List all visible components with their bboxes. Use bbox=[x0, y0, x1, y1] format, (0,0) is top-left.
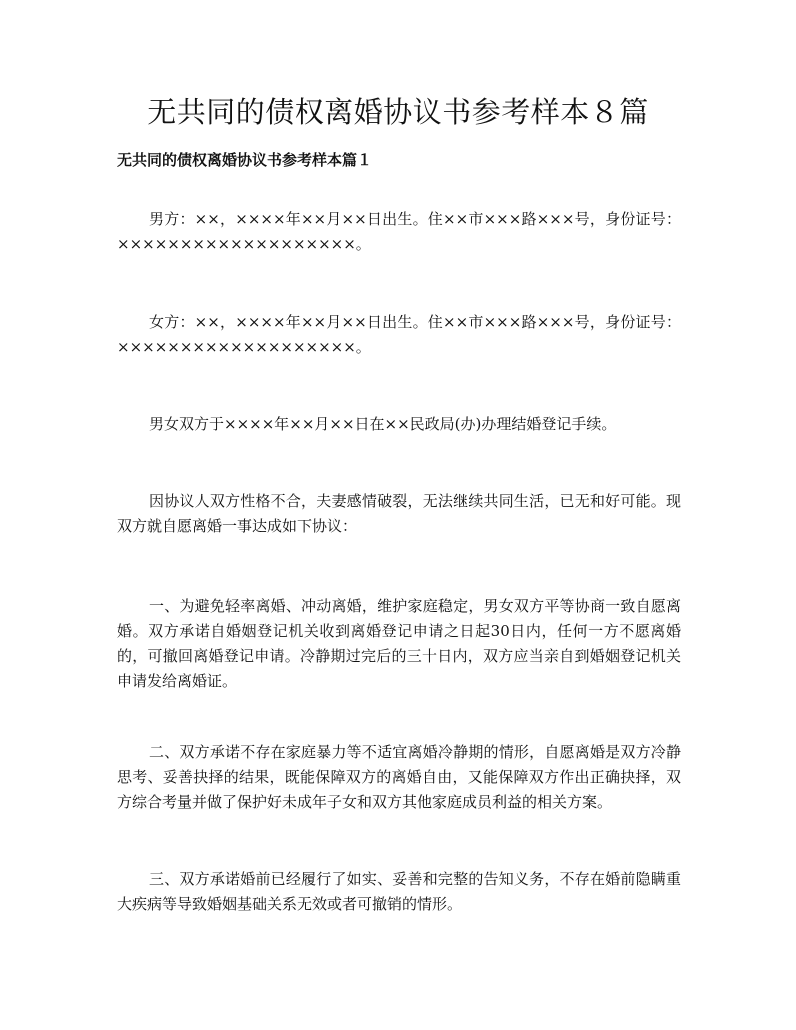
paragraph-male-party: 男方：××，××××年××月××日出生。住××市×××路×××号，身份证号：×××××××××××××××××××。 bbox=[117, 210, 681, 253]
paragraph-female-party: 女方：××，××××年××月××日出生。住××市×××路×××号，身份证号：×××××××××××××××××××。 bbox=[117, 313, 681, 356]
paragraph-clause-1: 一、为避免轻率离婚、冲动离婚，维护家庭稳定，男女双方平等协商一致自愿离婚。双方承诺自婚姻登记机关收到离婚登记申请之日起30日内，任何一方不愿离婚的，可撤回离婚登记申请。冷静期过完后的三十日内，双方应当亲自到婚姻登记机关申请发给离婚证。 bbox=[117, 597, 681, 690]
paragraph-clause-2: 二、双方承诺不存在家庭暴力等不适宜离婚冷静期的情形，自愿离婚是双方冷静思考、妥善抉择的结果，既能保障双方的离婚自由，又能保障双方作出正确抉择，双方综合考量并做了保护好未成年子女和双方其他家庭成员利益的相关方案。 bbox=[117, 743, 681, 811]
paragraph-marriage-registration: 男女双方于××××年××月××日在××民政局(办)办理结婚登记手续。 bbox=[149, 415, 617, 433]
section-heading: 无共同的债权离婚协议书参考样本篇１ bbox=[117, 151, 373, 169]
document-title: 无共同的债权离婚协议书参考样本８篇 bbox=[147, 95, 649, 129]
paragraph-clause-3: 三、双方承诺婚前已经履行了如实、妥善和完整的告知义务，不存在婚前隐瞒重大疾病等导致婚姻基础关系无效或者可撤销的情形。 bbox=[117, 870, 681, 913]
paragraph-reason: 因协议人双方性格不合，夫妻感情破裂，无法继续共同生活，已无和好可能。现双方就自愿离婚一事达成如下协议： bbox=[117, 492, 681, 535]
